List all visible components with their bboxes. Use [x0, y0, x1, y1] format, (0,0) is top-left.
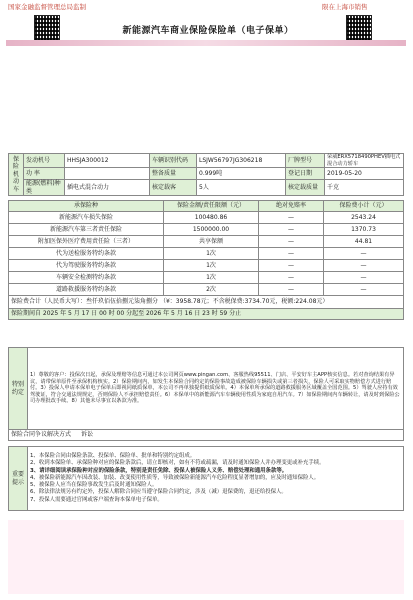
- insurance-period: 保险期间自 2025 年 5 月 17 日 00 时 00 分起至 2026 年 5 月 16 日 23 时 59 分止: [9, 309, 404, 320]
- dispute-label: 保险合同争议解决方式: [11, 431, 72, 439]
- coverage-cell: —: [324, 260, 404, 272]
- list-item: 5、被保险人应当在保险事故发生后及时通知保险人。: [30, 482, 158, 489]
- model-value: 荣威ERX5718490PHEV插电式混合动力轿车: [325, 154, 404, 168]
- coverage-cell: —: [259, 224, 324, 236]
- coverage-cell: —: [259, 260, 324, 272]
- premium-total-words: 保险费合计（人民币大写）：叁仟玖佰伍拾捌元柒角捌分: [11, 298, 159, 306]
- redacted-area: [8, 520, 404, 594]
- table-row: [9, 248, 404, 260]
- load-value: 千克: [325, 180, 404, 196]
- table-row: [9, 272, 404, 284]
- vin-label: 车辆识别代码: [150, 154, 197, 168]
- list-item: 3、请详细阅读承保险种对应的保险条款，特别是责任免除、投保人被保险人义务、赔偿处理和通用条款等。: [30, 467, 288, 474]
- important-notes-table: [8, 446, 404, 511]
- coverage-cell: 1500000.00: [164, 224, 259, 236]
- list-item: 7、投保人需要通过官网或客户端查询本保单电子保单。: [30, 496, 163, 503]
- policy-title: 新能源汽车商业保险保险单（电子保单）: [122, 26, 294, 36]
- security-band: [6, 40, 406, 46]
- coverage-cell: —: [324, 272, 404, 284]
- coverage-header: 保险金额/责任限额（元）: [164, 201, 259, 212]
- vin-value: LSJW56797JG306218: [197, 154, 286, 168]
- qr-code-icon-right: [346, 15, 372, 41]
- table-row: [9, 236, 404, 248]
- coverage-cell: —: [259, 236, 324, 248]
- coverage-cell: 车辆安全检测特约条款: [9, 272, 164, 284]
- power-label: 功 率: [24, 168, 65, 180]
- coverage-cell: 1次: [164, 248, 259, 260]
- coverage-cell: 2543.24: [324, 212, 404, 224]
- engine-label: 发动机号: [24, 154, 65, 168]
- qr-code-icon: [34, 15, 60, 41]
- vehicle-table: [8, 153, 404, 196]
- reg-value: 2019-05-20: [325, 168, 404, 180]
- coverage-cell: —: [324, 284, 404, 296]
- table-row: [9, 224, 404, 236]
- coverage-cell: 1次: [164, 260, 259, 272]
- coverage-cell: —: [259, 212, 324, 224]
- list-item: 2、收到本保险单、承保险种对应的保险条款后，请立即核对，如有不符或疏漏，请及时通知保险人并办理变更或补充手续。: [30, 460, 325, 467]
- coverage-table: [8, 200, 404, 320]
- coverage-header: 绝对免赔率: [259, 201, 324, 212]
- region-text: 限在上海市销售: [322, 3, 368, 11]
- table-row: [9, 284, 404, 296]
- list-item: 1、本保险合同由保险条款、投保单、保险单、批单和特别约定组成。: [30, 453, 196, 460]
- coverage-cell: —: [259, 284, 324, 296]
- coverage-cell: 1370.73: [324, 224, 404, 236]
- important-label: 重要提示: [9, 447, 28, 511]
- supervisor-text: 国家金融监督管理总局监制: [8, 3, 86, 11]
- coverage-cell: 道路救援服务特约条款: [9, 284, 164, 296]
- model-label: 厂牌型号: [286, 154, 325, 168]
- fuel-label: 能源(燃料)种类: [24, 180, 65, 196]
- special-label: 特别约定: [9, 348, 28, 430]
- seats-label: 核定载客: [150, 180, 197, 196]
- weight-value: 0.999吨: [197, 168, 286, 180]
- premium-total-amount: （¥：3958.78元；不含税保费:3734.70元，税额:224.08元）: [159, 298, 329, 306]
- coverage-cell: 代为送检服务特约条款: [9, 248, 164, 260]
- coverage-cell: 代为驾驶服务特约条款: [9, 260, 164, 272]
- coverage-cell: —: [259, 272, 324, 284]
- coverage-cell: 1次: [164, 272, 259, 284]
- coverage-cell: 100480.86: [164, 212, 259, 224]
- special-agreement-table: [8, 347, 404, 441]
- coverage-cell: 44.81: [324, 236, 404, 248]
- coverage-cell: —: [259, 248, 324, 260]
- power-value: [65, 168, 150, 180]
- load-label: 核定载质量: [286, 180, 325, 196]
- list-item: 6、除法律法规另有约定外，投保人解除合同应当遵守保险合同约定，涉及（减）退保费的，退还给投保人。: [30, 489, 287, 496]
- special-text: 1）尊敬的客户：投保次日起，承保及理赔等信息可通过本公司网页www.pingan.com、客服热线95511、门店、平安好车主APP核实信息。若对查询结果有异议，请带保单原件至承保机构核实。2）保险期间内，如发生本保险合同约定的保险事故造成被保险车辆损失或第三者损失，保险人可采取实物赔偿方式进行赔付。3）投保人申请本保单电子保单后即视同纸质保单，本公司不再单独提供纸质保单。4）本保单所承保的道路救援服务区域覆盖全国范围。5）驾驶人应持有效驾驶证，符合交通法规规定，否则保险人不承担赔偿责任。6）本保单中的新能源汽车车辆使用性质为家庭自用汽车。7）如保险期间内车辆转让，请及时到保险公司办理批改手续。8）其他未尽事宜以条款为准。: [28, 348, 404, 430]
- coverage-cell: 2次: [164, 284, 259, 296]
- vehicle-section-label: 保险机动车: [9, 154, 24, 196]
- engine-value: HHSJA300012: [65, 154, 150, 168]
- seats-value: 5人: [197, 180, 286, 196]
- dispute-value: 诉讼: [80, 431, 93, 439]
- coverage-header: 保险费小计（元）: [324, 201, 404, 212]
- premium-total: [9, 296, 404, 309]
- coverage-cell: 共享保额: [164, 236, 259, 248]
- list-item: 4、被保险新能源汽车因改装、加装、改变使用性质等，导致被保险新能源汽车危险程度显著增加的，应及时通知保险人。: [30, 474, 320, 481]
- coverage-cell: 新能源汽车第三者责任保险: [9, 224, 164, 236]
- fuel-value: 插电式混合动力: [65, 180, 150, 196]
- coverage-cell: —: [324, 248, 404, 260]
- coverage-cell: 附加医保外医疗费用责任险（三者）: [9, 236, 164, 248]
- reg-label: 登记日期: [286, 168, 325, 180]
- weight-label: 整备质量: [150, 168, 197, 180]
- table-row: [9, 212, 404, 224]
- coverage-cell: 新能源汽车损失保险: [9, 212, 164, 224]
- coverage-header: 承保险种: [9, 201, 164, 212]
- table-row: [9, 260, 404, 272]
